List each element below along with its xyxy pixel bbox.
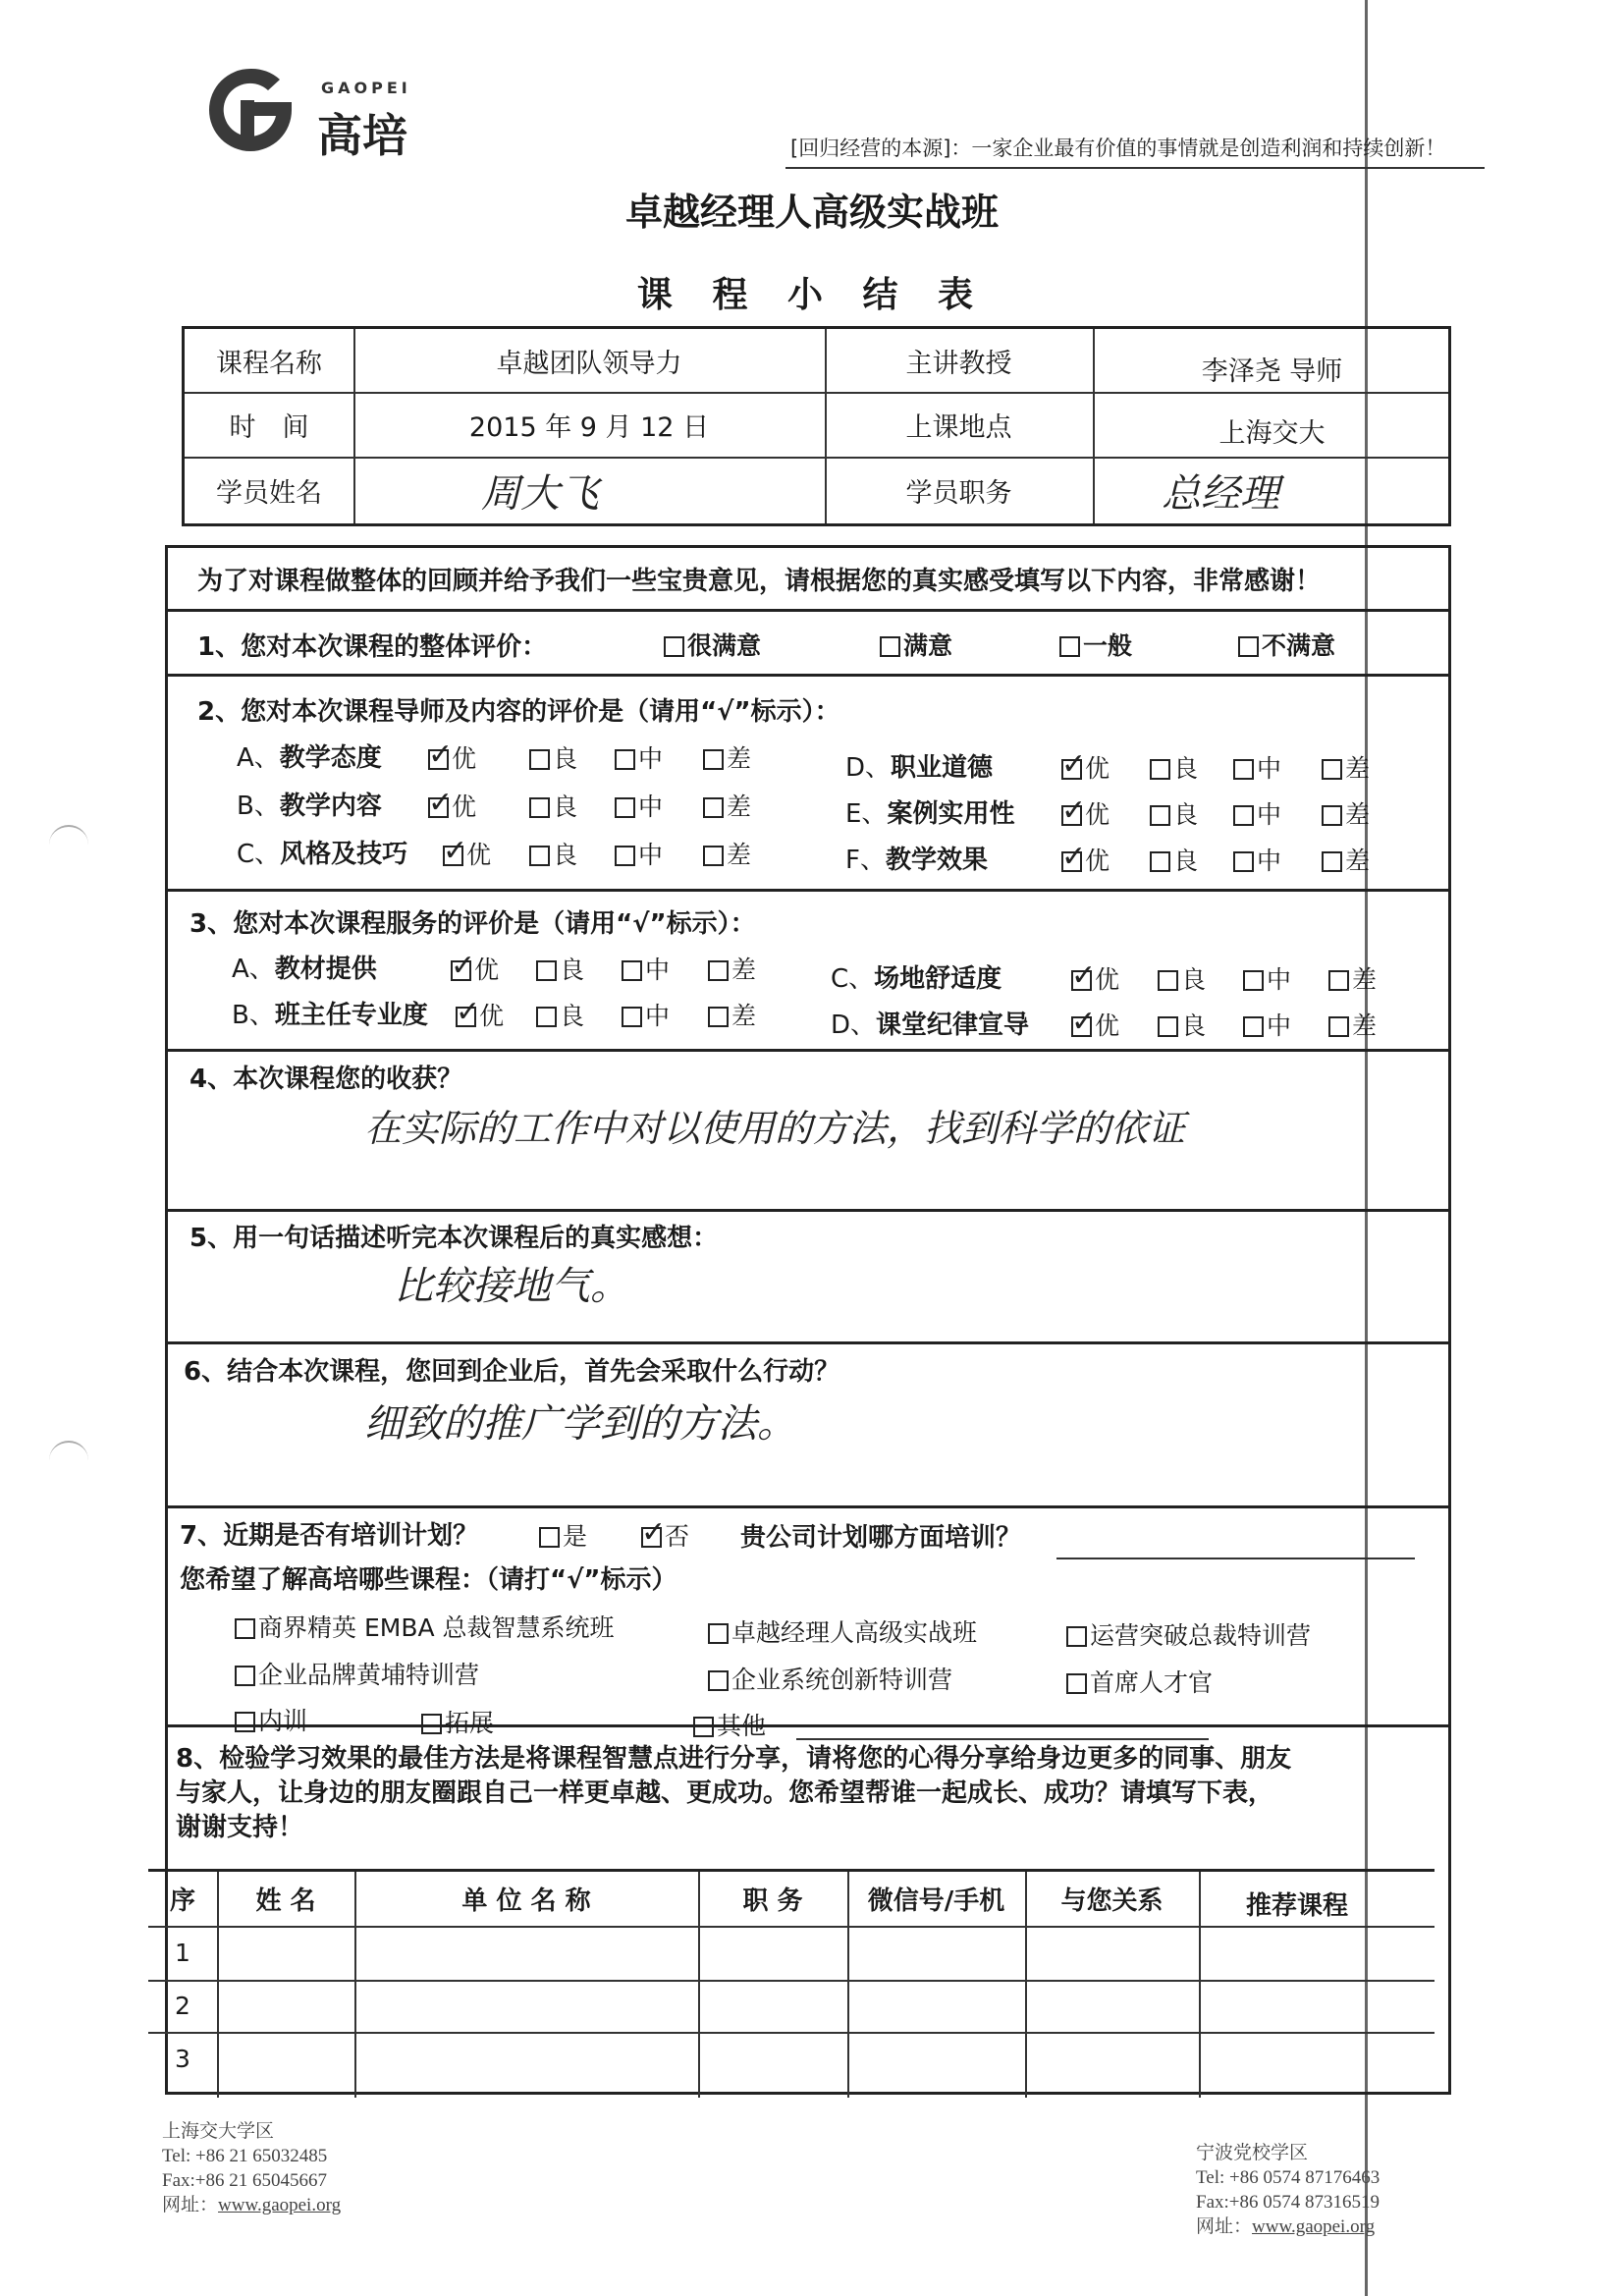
place-label: 上课地点 [905, 411, 1012, 443]
q2-d-rating-medium[interactable]: 中 [1233, 749, 1281, 785]
q2-e-rating-medium[interactable]: 中 [1233, 795, 1281, 831]
checkbox-icon [536, 1007, 557, 1027]
footer-left-web-label: 网址： [162, 2195, 219, 2215]
checkbox-icon [1158, 970, 1178, 991]
course-option-emba[interactable]: 商界精英 EMBA 总裁智慧系统班 [235, 1609, 615, 1644]
q2-d-rating-excellent[interactable]: ✓优 [1061, 749, 1110, 785]
slogan: [回归经营的本源]：一家企业最有价值的事情就是创造利润和持续创新！ [790, 137, 1446, 160]
footer-left [162, 2119, 341, 2217]
referral-table [148, 1869, 1435, 2098]
q3-c-rating-excellent[interactable]: ✓优 [1071, 960, 1119, 996]
q5-question: 5、用一句话描述听完本次课程后的真实感想： [189, 1224, 719, 1253]
checkbox-icon [1322, 805, 1342, 826]
checkbox-icon [1061, 805, 1082, 826]
footer-right [1196, 2141, 1380, 2239]
course-info-table [182, 326, 1451, 526]
table-row-index: 3 [175, 2045, 190, 2073]
q2-b-rating-poor[interactable]: 差 [703, 788, 751, 823]
course-name-label: 课程名称 [216, 348, 322, 379]
checkbox-icon [1061, 851, 1082, 872]
q2-item-e: E、案例实用性 [845, 799, 1015, 829]
checkbox-icon [1066, 1673, 1087, 1694]
checkbox-icon [1233, 805, 1254, 826]
q2-e-rating-good[interactable]: 良 [1150, 795, 1198, 831]
checkbox-icon [1238, 636, 1259, 657]
checkbox-icon [708, 1007, 729, 1027]
q2-f-rating-excellent[interactable]: ✓优 [1061, 842, 1110, 877]
q8-text-line3: 谢谢支持！ [176, 1813, 304, 1842]
q2-b-rating-medium[interactable]: 中 [615, 788, 663, 823]
q1-question: 1、您对本次课程的整体评价： [197, 632, 548, 662]
col-header-course: 推荐课程 [1245, 1891, 1348, 1921]
table-row-index: 2 [175, 1992, 190, 2020]
course-option-outdoor[interactable]: 拓展 [421, 1704, 494, 1739]
q3-a-rating-medium[interactable]: 中 [622, 951, 670, 986]
checkbox-icon [703, 846, 724, 866]
gaopei-logo [201, 61, 437, 162]
q8-text-line2: 与家人，让身边的朋友圈跟自己一样更卓越、更成功。您希望帮谁一起成长、成功？请填写下表， [176, 1778, 1274, 1808]
q3-question: 3、您对本次课程服务的评价是（请用“√”标示）： [189, 909, 756, 939]
q3-item-a: A、教材提供 [232, 955, 377, 984]
course-option-talent[interactable]: 首席人才官 [1066, 1664, 1213, 1699]
q5-answer[interactable]: 比较接地气。 [394, 1264, 629, 1309]
checkbox-icon [1150, 805, 1170, 826]
student-position-label: 学员职务 [905, 477, 1012, 509]
q3-item-b: B、班主任专业度 [232, 1001, 428, 1030]
col-header-relation: 与您关系 [1060, 1886, 1164, 1916]
q3-item-c: C、场地舒适度 [831, 964, 1002, 994]
checkbox-icon [1243, 970, 1264, 991]
q3-b-rating-medium[interactable]: 中 [622, 997, 670, 1032]
course-option-innovation[interactable]: 企业系统创新特训营 [708, 1661, 952, 1696]
checkbox-icon [529, 846, 550, 866]
q2-item-c: C、风格及技巧 [237, 840, 408, 869]
checkbox-icon [703, 797, 724, 818]
checkbox-icon [1071, 970, 1092, 991]
q7-option-no[interactable]: ✓ 否 [641, 1517, 689, 1553]
time-value: 2015 年 9 月 12 日 [468, 411, 710, 443]
q2-item-f: F、教学效果 [845, 846, 988, 875]
student-name-value: 周大飞 [481, 470, 599, 517]
footer-right-campus: 宁波党校学区 [1196, 2143, 1309, 2163]
checkbox-icon [235, 1666, 255, 1686]
q7-option-yes[interactable]: 是 [539, 1517, 587, 1553]
q1-option-average[interactable]: 一般 [1059, 627, 1132, 662]
footer-left-campus: 上海交大学区 [162, 2121, 275, 2142]
q1-option-satisfied[interactable]: 满意 [880, 627, 952, 662]
q2-a-rating-medium[interactable]: 中 [615, 739, 663, 775]
checkbox-icon [529, 797, 550, 818]
q3-d-rating-excellent[interactable]: ✓优 [1071, 1007, 1119, 1042]
footer-left-web-link[interactable]: www.gaopei.org [218, 2195, 342, 2215]
checkbox-icon [1233, 759, 1254, 780]
q3-b-rating-poor[interactable]: 差 [708, 997, 756, 1032]
col-header-wechat: 微信号/手机 [867, 1886, 1005, 1916]
q7-plan-input-line[interactable] [1056, 1558, 1415, 1559]
q2-b-rating-good[interactable]: 良 [529, 788, 577, 823]
q2-c-rating-good[interactable]: 良 [529, 836, 577, 871]
checkbox-icon [708, 1670, 729, 1691]
q3-a-rating-excellent[interactable]: ✓优 [451, 951, 499, 986]
checkbox-icon [708, 1623, 729, 1644]
q2-item-b: B、教学内容 [237, 792, 382, 821]
checkbox-icon [1233, 851, 1254, 872]
logo-english: GAOPEI [321, 79, 411, 97]
q2-f-rating-good[interactable]: 良 [1150, 842, 1198, 877]
q4-question: 4、本次课程您的收获？ [189, 1065, 463, 1094]
logo-g-icon [201, 61, 299, 159]
time-label: 时 间 [229, 411, 309, 443]
checkbox-icon [641, 1527, 662, 1548]
q4-answer[interactable]: 在实际的工作中对以使用的方法，找到科学的依证 [364, 1107, 1186, 1150]
checkbox-icon [235, 1618, 255, 1639]
q3-b-rating-excellent[interactable]: ✓优 [456, 997, 504, 1032]
survey-form [165, 545, 1451, 2095]
checkbox-icon [421, 1714, 442, 1734]
checkbox-icon [693, 1717, 714, 1737]
checkbox-icon [1328, 1016, 1349, 1037]
checkbox-icon [428, 749, 449, 770]
q2-c-rating-poor[interactable]: 差 [703, 836, 751, 871]
student-name-label: 学员姓名 [216, 477, 322, 509]
q2-item-a: A、教学态度 [237, 743, 382, 773]
q2-d-rating-poor[interactable]: 差 [1322, 749, 1370, 785]
course-option-brand[interactable]: 企业品牌黄埔特训营 [235, 1656, 479, 1691]
checkbox-icon [536, 960, 557, 981]
col-header-index: 序 [169, 1886, 195, 1916]
checkbox-icon [1328, 970, 1349, 991]
course-name-value: 卓越团队领导力 [496, 348, 682, 379]
checkbox-icon [1158, 1016, 1178, 1037]
lecturer-value: 李泽尧 导师 [1201, 355, 1343, 387]
course-option-manager[interactable]: 卓越经理人高级实战班 [708, 1613, 977, 1649]
checkbox-icon [622, 1007, 642, 1027]
col-header-company: 单 位 名 称 [461, 1886, 591, 1916]
q3-a-rating-poor[interactable]: 差 [708, 951, 756, 986]
checkbox-icon [456, 1007, 476, 1027]
q3-b-rating-good[interactable]: 良 [536, 997, 584, 1032]
page-title: 卓越经理人高级实战班 [624, 191, 999, 234]
checkbox-icon [1059, 636, 1080, 657]
course-option-other[interactable]: 其他 [693, 1707, 766, 1742]
checkbox-icon [615, 797, 635, 818]
place-value: 上海交大 [1218, 417, 1326, 449]
q2-question: 2、您对本次课程导师及内容的评价是（请用“√”标示）： [197, 697, 840, 727]
q2-e-rating-poor[interactable]: 差 [1322, 795, 1370, 831]
q2-f-rating-poor[interactable]: 差 [1322, 842, 1370, 877]
student-position-value: 总经理 [1162, 470, 1279, 517]
checkbox-icon [615, 846, 635, 866]
q3-c-rating-poor[interactable]: 差 [1328, 960, 1377, 996]
checkbox-icon [451, 960, 471, 981]
q2-c-rating-excellent[interactable]: ✓优 [443, 836, 491, 871]
slogan-divider [785, 167, 1485, 169]
q2-f-rating-medium[interactable]: 中 [1233, 842, 1281, 877]
course-option-inhouse[interactable]: 内训 [235, 1702, 307, 1737]
checkbox-icon [428, 797, 449, 818]
page-subtitle: 课 程 小 结 表 [636, 275, 988, 315]
q7-plan-question: 贵公司计划哪方面培训？ [740, 1523, 1022, 1553]
q7-question: 7、近期是否有培训计划？ [180, 1521, 479, 1551]
checkbox-icon [539, 1527, 560, 1548]
q3-item-d: D、课堂纪律宣导 [831, 1011, 1030, 1040]
checkbox-icon [1061, 759, 1082, 780]
q3-c-rating-good[interactable]: 良 [1158, 960, 1206, 996]
col-header-position: 职 务 [742, 1886, 803, 1916]
q1-option-dissatisfied[interactable]: 不满意 [1238, 627, 1335, 662]
footer-left-tel: Tel: +86 21 65032485 [162, 2146, 328, 2166]
checkbox-icon [235, 1712, 255, 1732]
q3-a-rating-good[interactable]: 良 [536, 951, 584, 986]
checkbox-icon [1150, 851, 1170, 872]
checkbox-icon [880, 636, 900, 657]
q6-question: 6、结合本次课程，您回到企业后，首先会采取什么行动？ [184, 1357, 840, 1387]
q2-d-rating-good[interactable]: 良 [1150, 749, 1198, 785]
footer-right-fax: Fax:+86 0574 87316519 [1196, 2192, 1380, 2213]
intro-text: 为了对课程做整体的回顾并给予我们一些宝贵意见，请根据您的真实感受填写以下内容，非常感谢！ [197, 567, 1322, 596]
q6-answer[interactable]: 细致的推广学到的方法。 [364, 1401, 796, 1447]
logo-chinese: 高培 [317, 109, 407, 162]
punch-hole [49, 1441, 88, 1462]
punch-hole [49, 825, 88, 847]
q3-d-rating-medium[interactable]: 中 [1243, 1007, 1291, 1042]
q2-a-rating-excellent[interactable]: ✓优 [428, 739, 476, 775]
checkbox-icon [443, 846, 463, 866]
q2-item-d: D、职业道德 [845, 753, 994, 783]
q2-e-rating-excellent[interactable]: ✓优 [1061, 795, 1110, 831]
checkbox-icon [703, 749, 724, 770]
q8-text-line1: 8、检验学习效果的最佳方法是将课程智慧点进行分享，请将您的心得分享给身边更多的同事、朋友 [176, 1744, 1292, 1774]
q3-d-rating-poor[interactable]: 差 [1328, 1007, 1377, 1042]
footer-left-fax: Fax:+86 21 65045667 [162, 2170, 327, 2191]
checkbox-icon [1322, 851, 1342, 872]
q3-d-rating-good[interactable]: 良 [1158, 1007, 1206, 1042]
q1-option-very-satisfied[interactable]: 很满意 [664, 627, 761, 662]
checkbox-icon [615, 749, 635, 770]
col-header-name: 姓 名 [255, 1886, 316, 1916]
q7-courses-question: 您希望了解高培哪些课程：（请打“√”标示） [180, 1565, 677, 1595]
checkbox-icon [708, 960, 729, 981]
q2-b-rating-excellent[interactable]: ✓优 [428, 788, 476, 823]
checkbox-icon [1243, 1016, 1264, 1037]
q2-c-rating-medium[interactable]: 中 [615, 836, 663, 871]
checkbox-icon [1066, 1626, 1087, 1647]
footer-right-tel: Tel: +86 0574 87176463 [1196, 2167, 1380, 2188]
lecturer-label: 主讲教授 [905, 348, 1012, 379]
footer-right-web-label: 网址： [1196, 2216, 1253, 2237]
q2-a-rating-poor[interactable]: 差 [703, 739, 751, 775]
checkbox-icon [664, 636, 684, 657]
checkbox-icon [1150, 759, 1170, 780]
footer-right-web-link[interactable]: www.gaopei.org [1252, 2216, 1376, 2237]
q2-a-rating-good[interactable]: 良 [529, 739, 577, 775]
q3-c-rating-medium[interactable]: 中 [1243, 960, 1291, 996]
course-option-operations[interactable]: 运营突破总裁特训营 [1066, 1616, 1311, 1652]
checkbox-icon [1322, 759, 1342, 780]
checkbox-icon [529, 749, 550, 770]
table-row-index: 1 [175, 1939, 190, 1967]
checkbox-icon [1071, 1016, 1092, 1037]
checkbox-icon [622, 960, 642, 981]
